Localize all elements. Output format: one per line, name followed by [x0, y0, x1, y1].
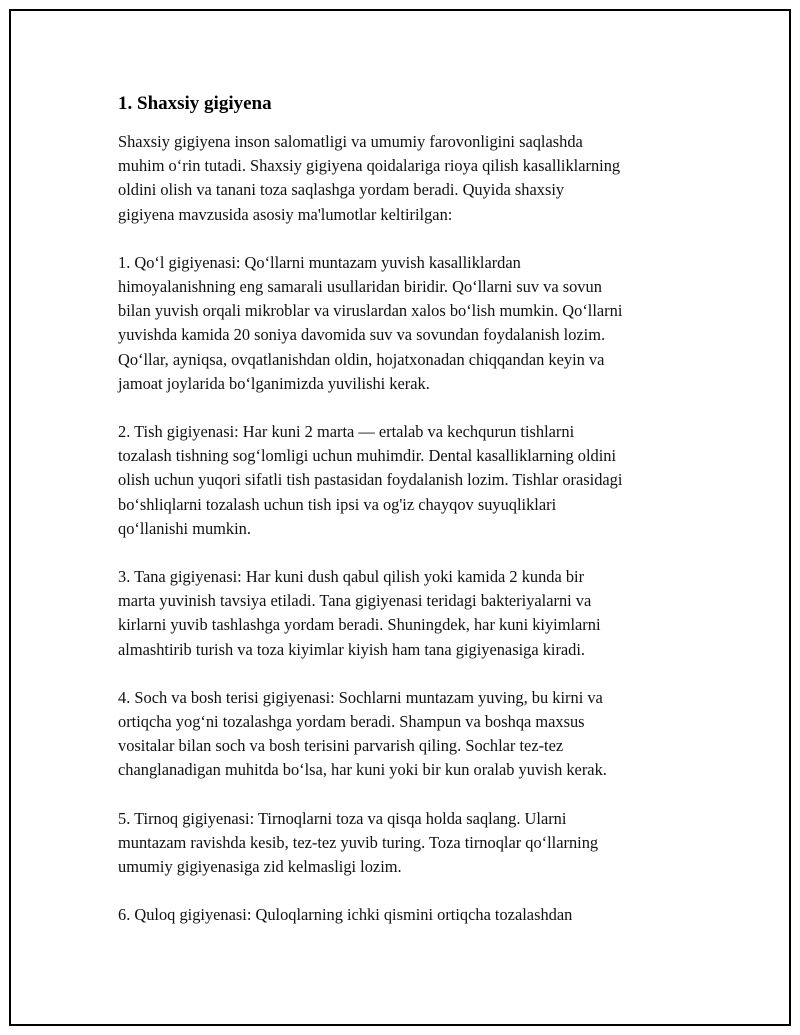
ear-hygiene-paragraph: 6. Quloq gigiyenasi: Quloqlarning ichki qismini ortiqcha tozalashdan: [118, 905, 573, 925]
hair-hygiene-paragraph: 4. Soch va bosh terisi gigiyenasi: Sochlarni muntazam yuving, bu kirni va ortiqcha yog‘ni tozalashga yordam beradi. Shampun va boshqa maxsus vositalar bilan soch va bosh terisini parvarish qiling. Sochlar tez-tez changlanadigan muhitda bo‘lsa, har kuni yoki bir kun oralab yuvish kerak.: [118, 687, 607, 780]
document-body: [118, 91, 688, 951]
tooth-hygiene-paragraph: 2. Tish gigiyenasi: Har kuni 2 marta — ertalab va kechqurun tishlarni tozalash tishning sog‘lomligi uchun muhimdir. Dental kasalliklarning oldini olish uchun yuqori sifatli tish pastasidan foydalanish lozim. Tishlar orasidagi bo‘shliqlarni tozalash uchun tish ipsi va og'iz chayqov suyuqliklari qo‘llanishi mumkin.: [118, 422, 623, 538]
hand-hygiene-paragraph: 1. Qo‘l gigiyenasi: Qo‘llarni muntazam yuvish kasalliklardan himoyalanishning eng samarali usullaridan biridir. Qo‘llarni suv va sovun bilan yuvish orqali mikroblar va viruslardan xalos bo‘lish mumkin. Qo‘llarni yuvishda kamida 20 soniya davomida suv va sovundan foydalanish lozim. Qo‘llar, ayniqsa, ovqatlanishdan oldin, hojatxonadan chiqqandan keyin va jamoat joylarida bo‘lganimizda yuvilishi kerak.: [118, 252, 623, 393]
section-heading: 1. Shaxsiy gigiyena: [118, 93, 272, 114]
intro-paragraph: Shaxsiy gigiyena inson salomatligi va umumiy farovonligini saqlashda muhim o‘rin tutadi. Shaxsiy gigiyena qoidalariga rioya qilish kasalliklarning oldini olish va tanani toza saqlashga yordam beradi. Quyida shaxsiy gigiyena mavzusida asosiy ma'lumotlar keltirilgan:: [118, 132, 621, 224]
nail-hygiene-paragraph: 5. Tirnoq gigiyenasi: Tirnoqlarni toza va qisqa holda saqlang. Ularni muntazam ravishda kesib, tez-tez yuvib turing. Toza tirnoqlar qo‘llarning umumiy gigiyenasiga zid kelmasligi lozim.: [118, 808, 599, 877]
body-hygiene-paragraph: 3. Tana gigiyenasi: Har kuni dush qabul qilish yoki kamida 2 kunda bir marta yuvinish tavsiya etiladi. Tana gigiyenasi teridagi bakteriyalarni va kirlarni yuvib tashlashga yordam beradi. Shuningdek, har kuni kiyimlarni almashtirib turish va toza kiyimlar kiyish ham tana gigiyenasiga kiradi.: [118, 567, 601, 659]
